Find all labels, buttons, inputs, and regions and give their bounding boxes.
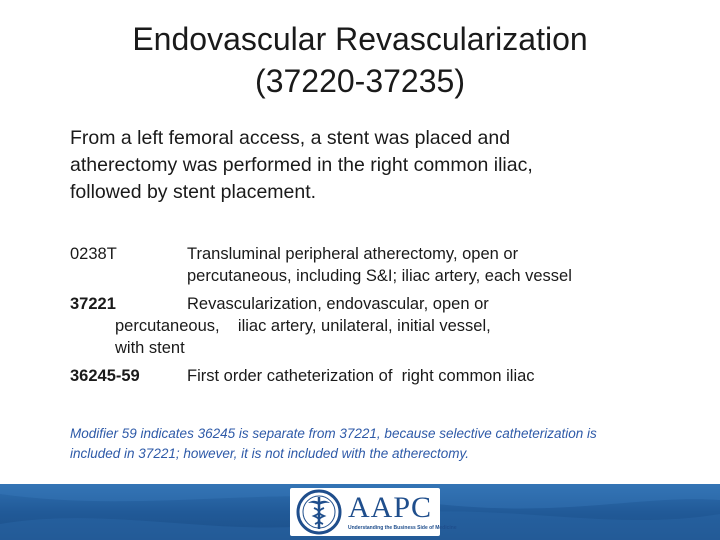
logo-wordmark: AAPC — [348, 491, 433, 524]
slide-title — [0, 18, 720, 102]
code-description-line: percutaneous, iliac artery, unilateral, initial vessel, — [115, 317, 491, 335]
code-description-line: Transluminal peripheral atherectomy, open or — [187, 245, 519, 263]
code-entry — [70, 243, 670, 287]
case-scenario-line-1: From a left femoral access, a stent was placed and — [70, 127, 511, 149]
logo-tagline: Understanding the Business Side of Medicine — [348, 525, 457, 531]
code-number: 37221 — [70, 295, 116, 313]
code-description-line: First order catheterization of right common iliac — [187, 367, 535, 385]
code-description-line: Revascularization, endovascular, open or — [187, 295, 489, 313]
code-list — [70, 243, 670, 387]
modifier-note-line-1: Modifier 59 indicates 36245 is separate from 37221, because selective catheterization is — [70, 426, 597, 441]
caduceus-icon — [293, 488, 345, 536]
code-number: 36245-59 — [70, 367, 140, 385]
code-description — [187, 243, 670, 287]
code-description-line: with stent — [115, 339, 185, 357]
code-entry — [70, 365, 670, 387]
modifier-note — [70, 424, 670, 464]
slide-title-line-2: (37220-37235) — [255, 63, 465, 99]
code-number: 0238T — [70, 245, 117, 263]
case-scenario — [70, 125, 670, 206]
code-description-line: percutaneous, including S&I; iliac artery, each vessel — [187, 267, 572, 285]
case-scenario-line-3: followed by stent placement. — [70, 181, 317, 203]
case-scenario-line-2: atherectomy was performed in the right common iliac, — [70, 154, 533, 176]
slide-title-line-1: Endovascular Revascularization — [132, 21, 588, 57]
code-entry — [70, 293, 670, 359]
modifier-note-line-2: included in 37221; however, it is not included with the atherectomy. — [70, 446, 469, 461]
aapc-logo — [290, 488, 457, 536]
